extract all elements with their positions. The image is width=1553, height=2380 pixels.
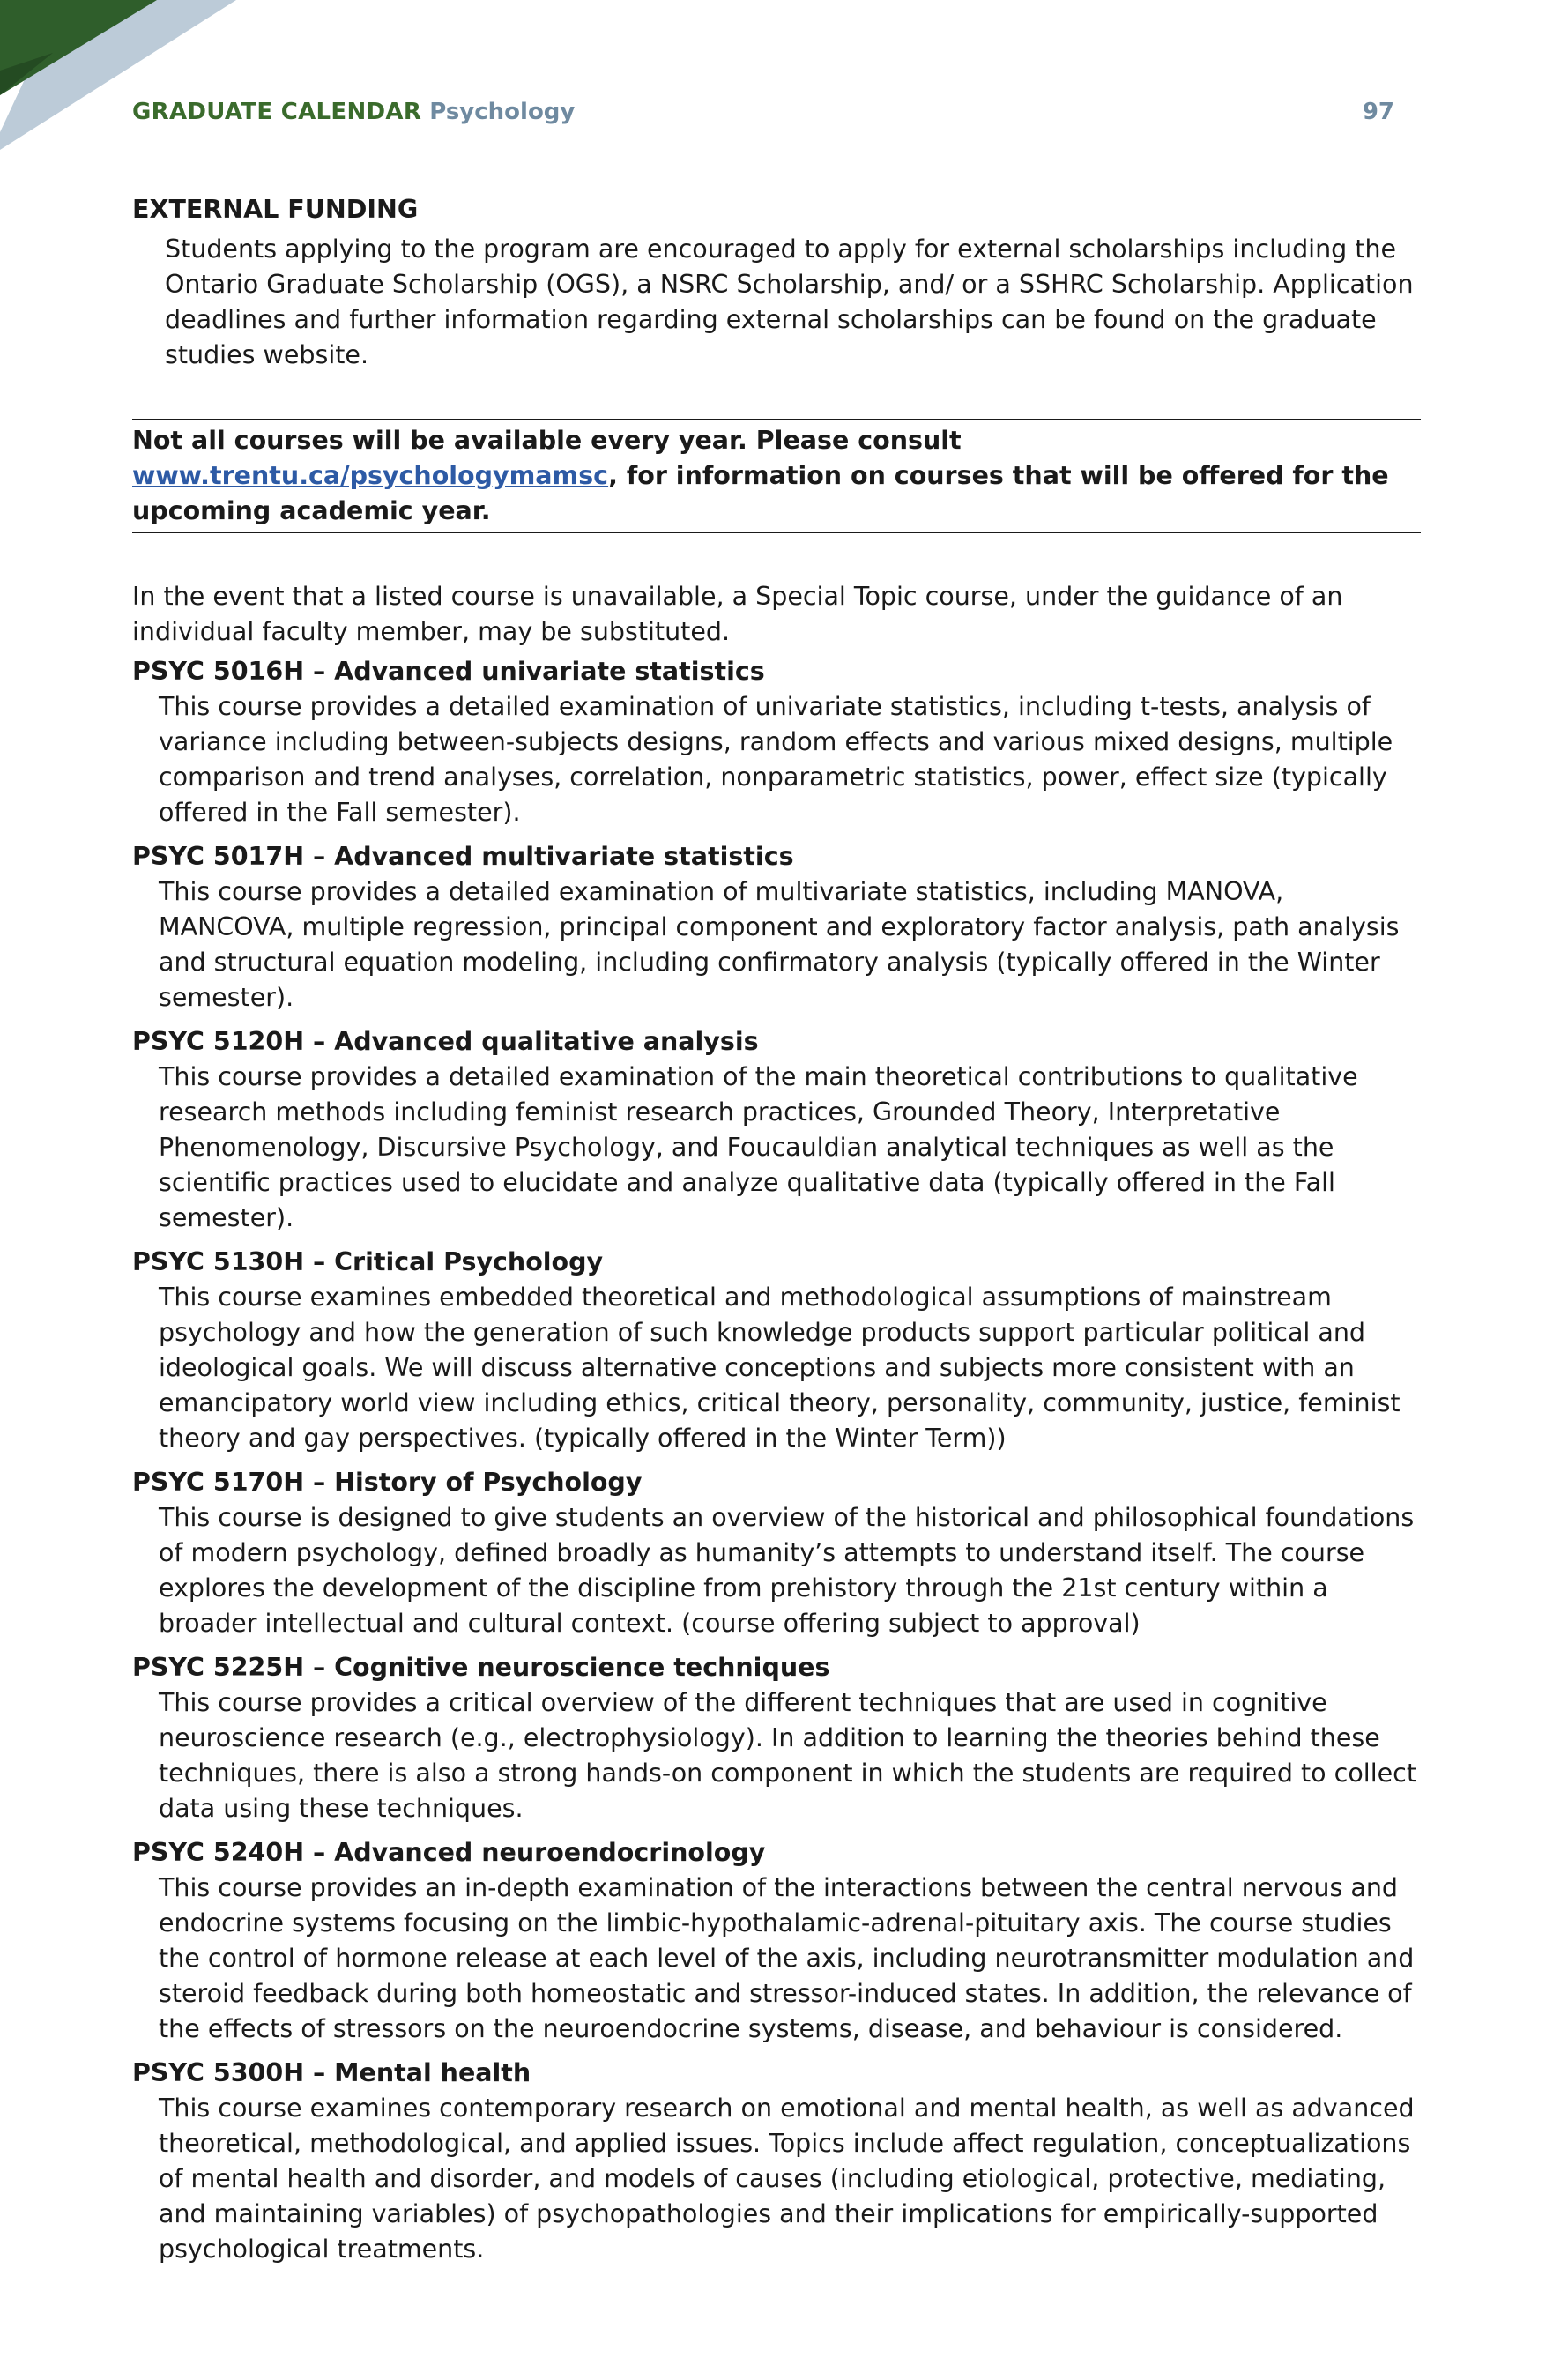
course-description: This course examines contemporary research on emotional and mental health, as well as advanced theoretical, methodological, and applied issues. Topics include affect regulation, conceptualizations of mental health and disorder, and models of causes (including etiological, protective, mediating, and maintaining variables) of psychopathologies and their implications for empirically-supported psychological treatments.: [159, 2094, 1415, 2264]
intro-paragraph: In the event that a listed course is unavailable, a Special Topic course, under the guidance of an individual faculty member, may be substituted.: [132, 582, 1343, 646]
program-website-link[interactable]: www.trentu.ca/psychologymamsc: [132, 461, 609, 490]
course-title: PSYC 5130H – Critical Psychology: [132, 1247, 604, 1276]
corner-decoration: [0, 0, 264, 159]
page-header: [132, 99, 1394, 134]
course-entry: [132, 1024, 1421, 1236]
section-label: Psychology: [429, 99, 576, 125]
availability-notice: [132, 419, 1421, 533]
notice-text-before: Not all courses will be available every year. Please consult: [132, 426, 962, 455]
course-description: This course provides a detailed examination of univariate statistics, including t-tests, analysis of variance including between-subjects designs, random effects and various mixed designs, multiple comparison and trend analyses, correlation, nonparametric statistics, power, effect size (typically offered in the Fall semester).: [159, 692, 1393, 827]
course-title: PSYC 5017H – Advanced multivariate statistics: [132, 842, 794, 871]
course-entry: [132, 839, 1421, 1015]
course-description: This course provides a detailed examination of multivariate statistics, including MANOVA, MANCOVA, multiple regression, principal component and exploratory factor analysis, path analysis and structural equation modeling, including confirmatory analysis (typically offered in the Winter semester).: [159, 877, 1400, 1012]
course-entry: [132, 1465, 1421, 1641]
course-title: PSYC 5225H – Cognitive neuroscience techniques: [132, 1653, 830, 1682]
external-funding-title: EXTERNAL FUNDING: [132, 195, 419, 224]
course-description: This course provides a detailed examination of the main theoretical contributions to qualitative research methods including feminist research practices, Grounded Theory, Interpretative Phenomenology, Discursive Psychology, and Foucauldian analytical techniques as well as the scientific practices used to elucidate and analyze qualitative data (typically offered in the Fall semester).: [159, 1062, 1358, 1232]
course-list: [132, 654, 1421, 2267]
course-entry: [132, 654, 1421, 830]
page-number: 97: [1362, 99, 1394, 125]
course-description: This course examines embedded theoretical and methodological assumptions of mainstream psychology and how the generation of such knowledge products support particular political and ideological goals. We will discuss alternative conceptions and subjects more consistent with an emancipatory world view including ethics, critical theory, personality, community, justice, feminist theory and gay perspectives. (typically offered in the Winter Term)): [159, 1283, 1401, 1453]
course-entry: [132, 1835, 1421, 2047]
notice-text-after: , for information on courses that will be offered for the upcoming academic year.: [132, 461, 1389, 525]
calendar-label: GRADUATE CALENDAR: [132, 99, 422, 125]
course-title: PSYC 5300H – Mental health: [132, 2058, 531, 2087]
page-content: [132, 192, 1421, 2267]
course-entry: [132, 2056, 1421, 2267]
course-title: PSYC 5240H – Advanced neuroendocrinology: [132, 1838, 766, 1867]
course-description: This course provides an in-depth examination of the interactions between the central nervous and endocrine systems focusing on the limbic-hypothalamic-adrenal-pituitary axis. The course studies the control of hormone release at each level of the axis, including neurotransmitter modulation and steroid feedback during both homeostatic and stressor-induced states. In addition, the relevance of the effects of stressors on the neuroendocrine systems, disease, and behaviour is considered.: [159, 1873, 1415, 2043]
course-entry: [132, 1245, 1421, 1456]
external-funding-text: Students applying to the program are encouraged to apply for external scholarships including the Ontario Graduate Scholarship (OGS), a NSRC Scholarship, and/ or a SSHRC Scholarship. Application deadlines and further information regarding external scholarships can be found on the graduate studies website.: [165, 234, 1414, 369]
course-title: PSYC 5120H – Advanced qualitative analysis: [132, 1027, 759, 1056]
course-description: This course provides a critical overview of the different techniques that are used in cognitive neuroscience research (e.g., electrophysiology). In addition to learning the theories behind these techniques, there is also a strong hands-on component in which the students are required to collect data using these techniques.: [159, 1688, 1416, 1823]
course-title: PSYC 5170H – History of Psychology: [132, 1468, 643, 1497]
course-entry: [132, 1650, 1421, 1826]
course-title: PSYC 5016H – Advanced univariate statistics: [132, 657, 765, 686]
course-description: This course is designed to give students an overview of the historical and philosophical foundations of modern psychology, defined broadly as humanity’s attempts to understand itself. The course explores the development of the discipline from prehistory through the 21st century within a broader intellectual and cultural context. (course offering subject to approval): [159, 1503, 1415, 1638]
